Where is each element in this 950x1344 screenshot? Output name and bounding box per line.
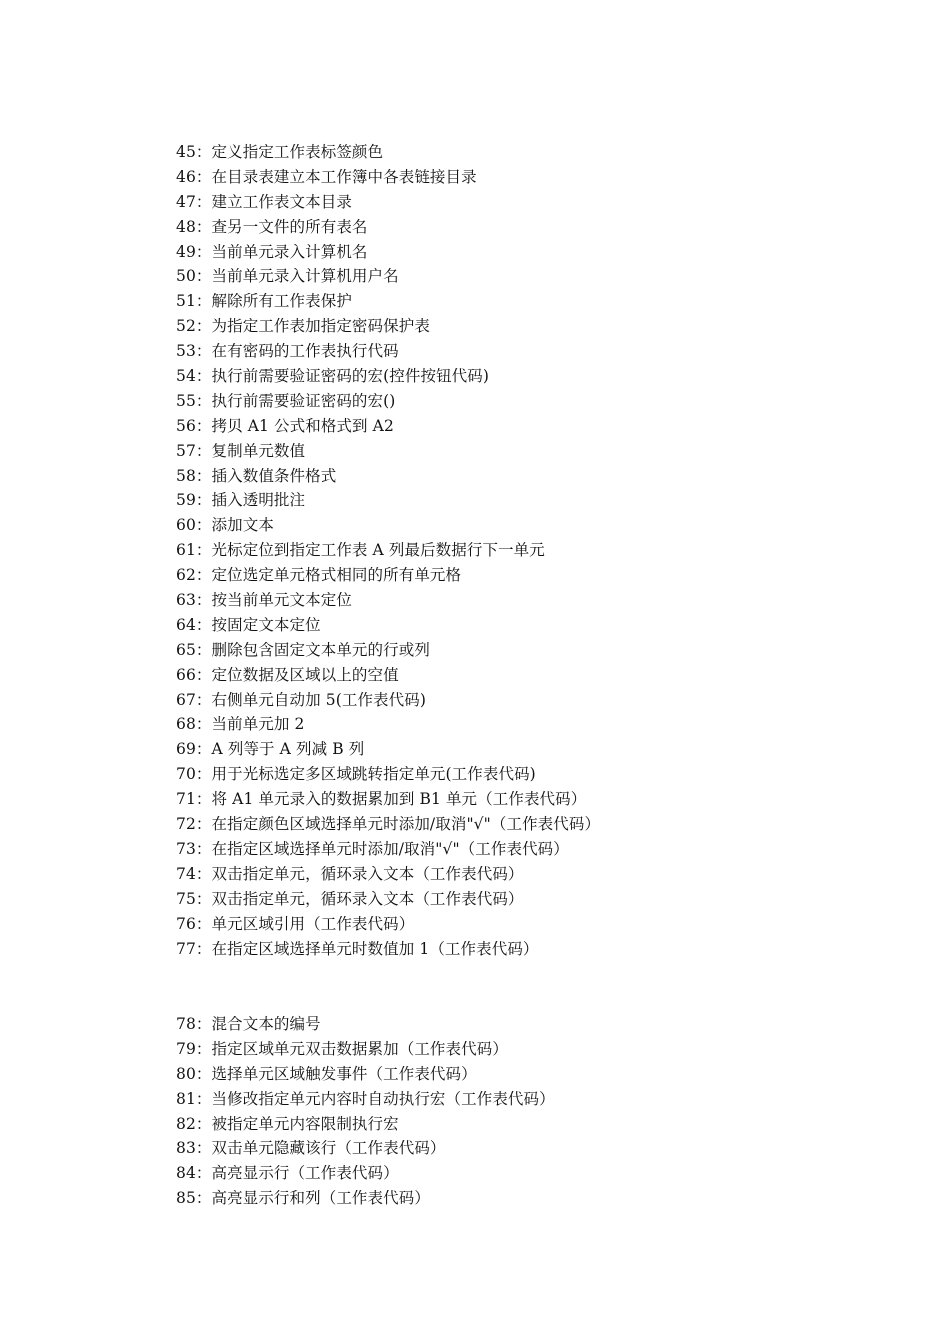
list-item: 75：双击指定单元，循环录入文本（工作表代码） bbox=[176, 889, 524, 908]
list-item: 77：在指定区域选择单元时数值加 1（工作表代码） bbox=[176, 939, 539, 958]
list-item: 78：混合文本的编号 bbox=[176, 1015, 321, 1033]
list-item: 64：按固定文本定位 bbox=[176, 615, 321, 634]
list-item: 65：删除包含固定文本单元的行或列 bbox=[176, 640, 430, 659]
list-item: 47：建立工作表文本目录 bbox=[176, 192, 352, 211]
list-item: 62：定位选定单元格式相同的所有单元格 bbox=[176, 566, 462, 585]
list-item: 51：解除所有工作表保护 bbox=[176, 292, 352, 311]
list-item: 83：双击单元隐藏该行（工作表代码） bbox=[176, 1139, 446, 1158]
list-item: 61：光标定位到指定工作表 A 列最后数据行下一单元 bbox=[176, 541, 545, 560]
list-item: 58：插入数值条件格式 bbox=[176, 466, 337, 485]
list-item: 60：添加文本 bbox=[176, 516, 274, 535]
list-item: 79：指定区域单元双击数据累加（工作表代码） bbox=[176, 1039, 508, 1058]
list-item: 70：用于光标选定多区域跳转指定单元(工作表代码) bbox=[176, 765, 536, 784]
list-item: 52：为指定工作表加指定密码保护表 bbox=[176, 317, 430, 336]
list-item: 74：双击指定单元，循环录入文本（工作表代码） bbox=[176, 864, 524, 883]
list-item: 50：当前单元录入计算机用户名 bbox=[176, 267, 399, 286]
list-item: 63：按当前单元文本定位 bbox=[176, 591, 352, 610]
list-item: 45：定义指定工作表标签颜色 bbox=[176, 143, 384, 161]
list-item: 54：执行前需要验证密码的宏(控件按钮代码) bbox=[176, 367, 490, 386]
list-item: 80：选择单元区域触发事件（工作表代码） bbox=[176, 1064, 477, 1083]
list-item: 84：高亮显示行（工作表代码） bbox=[176, 1164, 399, 1183]
list-item: 57：复制单元数值 bbox=[176, 441, 306, 460]
list-item: 66：定位数据及区域以上的空值 bbox=[176, 665, 399, 684]
list-item: 55：执行前需要验证密码的宏() bbox=[176, 391, 396, 410]
list-item: 85：高亮显示行和列（工作表代码） bbox=[176, 1189, 430, 1208]
list-item: 73：在指定区域选择单元时添加/取消"√"（工作表代码） bbox=[176, 839, 569, 858]
list-item: 69：A 列等于 A 列减 B 列 bbox=[176, 740, 365, 759]
list-item: 53：在有密码的工作表执行代码 bbox=[176, 342, 399, 361]
item-list-section-1 bbox=[176, 140, 876, 961]
item-list-section-2 bbox=[176, 1012, 876, 1211]
list-item: 82：被指定单元内容限制执行宏 bbox=[176, 1114, 399, 1133]
list-item: 49：当前单元录入计算机名 bbox=[176, 242, 368, 261]
list-item: 46：在目录表建立本工作簿中各表链接目录 bbox=[176, 167, 477, 186]
list-item: 81：当修改指定单元内容时自动执行宏（工作表代码） bbox=[176, 1089, 555, 1108]
list-item: 76：单元区域引用（工作表代码） bbox=[176, 914, 415, 933]
list-item: 59：插入透明批注 bbox=[176, 491, 306, 510]
list-item: 48：查另一文件的所有表名 bbox=[176, 217, 368, 236]
list-item: 68：当前单元加 2 bbox=[176, 715, 305, 734]
list-item: 72：在指定颜色区域选择单元时添加/取消"√"（工作表代码） bbox=[176, 815, 601, 834]
list-item: 71：将 A1 单元录入的数据累加到 B1 单元（工作表代码） bbox=[176, 790, 587, 809]
list-item: 56：拷贝 A1 公式和格式到 A2 bbox=[176, 416, 394, 435]
list-item: 67：右侧单元自动加 5(工作表代码) bbox=[176, 690, 427, 709]
